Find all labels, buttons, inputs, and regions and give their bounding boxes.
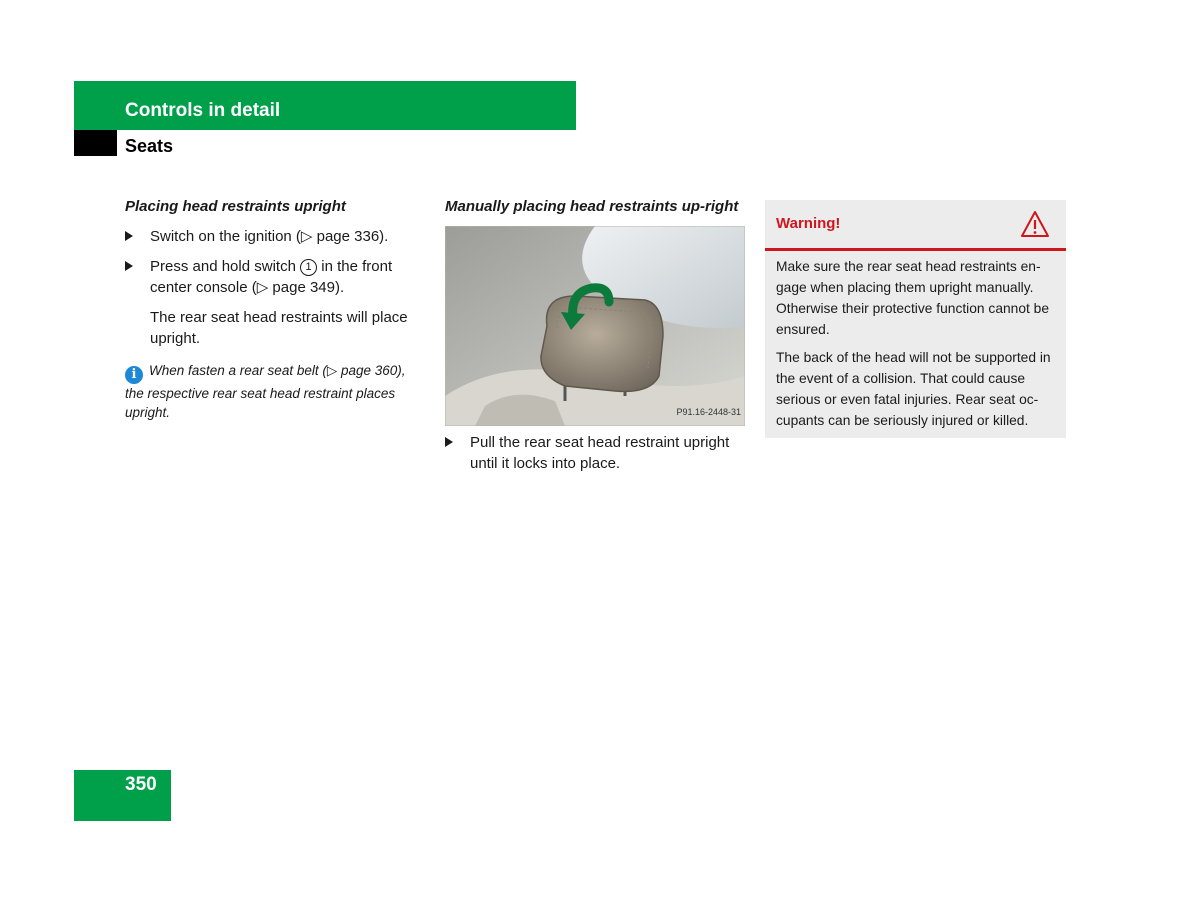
warning-title: Warning!: [776, 215, 841, 232]
middle-subheading: Manually placing head restraints up-right: [445, 198, 739, 215]
bullet-arrow-icon: [125, 231, 133, 241]
left-column: [125, 196, 425, 422]
info-icon: i: [125, 366, 143, 384]
warning-header: [765, 200, 1066, 251]
middle-column: [445, 196, 745, 483]
bullet-arrow-icon: [125, 261, 133, 271]
bullet-arrow-icon: [445, 437, 453, 447]
warning-box: [765, 200, 1066, 438]
page-number: 350: [125, 774, 157, 795]
step-switch-text-b: in the front center console (▷ page 349).: [150, 258, 393, 296]
step-pull-upright: [445, 432, 745, 474]
head-restraint-image: [445, 226, 745, 426]
step-ignition: [125, 226, 425, 247]
switch-number-badge: 1: [300, 259, 317, 276]
step-press-switch: [125, 256, 425, 298]
chapter-title: Controls in detail: [125, 100, 281, 121]
section-marker: [74, 130, 117, 156]
step-pull-text: Pull the rear seat head restraint upright until it locks into place.: [470, 434, 730, 472]
info-note: [125, 361, 425, 422]
warning-body: [776, 256, 1060, 438]
figure-code: P91.16-2448-31: [676, 407, 741, 417]
warning-triangle-icon: [1020, 210, 1050, 243]
info-note-text: When fasten a rear seat belt (▷ page 360), the respective rear seat head restraint places upright.: [125, 363, 406, 420]
section-title: Seats: [125, 136, 174, 156]
result-text: The rear seat head restraints will place upright.: [150, 309, 408, 347]
step-switch-text-a: Press and hold switch: [150, 258, 301, 275]
warning-paragraph-2: The back of the head will not be supported in the event of a collision. That could cause serious or even fatal injuries. Rear seat oc-cupants can be seriously injured or killed.: [776, 350, 1051, 428]
step-ignition-text: Switch on the ignition (▷ page 336).: [150, 228, 389, 245]
head-restraint-illustration: [445, 226, 745, 426]
left-subheading: Placing head restraints upright: [125, 198, 346, 215]
warning-paragraph-1: Make sure the rear seat head restraints en-gage when placing them upright manually. Otherwise their protective function cannot be ensured.: [776, 259, 1050, 337]
